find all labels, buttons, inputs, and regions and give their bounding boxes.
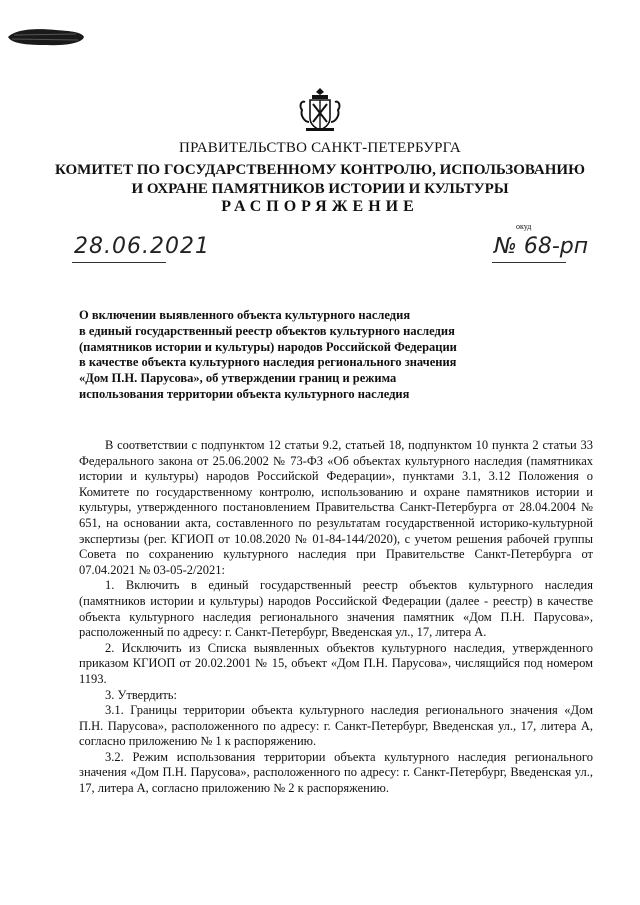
coat-of-arms-icon — [297, 86, 343, 134]
item-3-1-paragraph: 3.1. Границы территории объекта культурного наследия регионального значения «Дом П.Н. Парусова», расположенного по адресу: г. Санкт-Петербург, Введенская ул., 17, литера А, согласно приложению № 1 к распоряжению. — [79, 703, 593, 749]
committee-title-line-2: И ОХРАНЕ ПАМЯТНИКОВ ИСТОРИИ И КУЛЬТУРЫ — [131, 181, 509, 197]
item-2-paragraph: 2. Исключить из Списка выявленных объектов культурного наследия, утвержденного приказом КГИОП от 20.02.2001 № 15, объект «Дом П.Н. Парусова», числящийся под номером 1193. — [79, 640, 593, 686]
subject-line: О включении выявленного объекта культурного наследия — [79, 308, 411, 322]
handwritten-number: № 68-рп — [494, 234, 589, 259]
subject-line: использования территории объекта культурного наследия — [79, 386, 410, 401]
document-body — [79, 438, 593, 797]
date-underline — [72, 262, 166, 263]
item-3-paragraph: 3. Утвердить: — [105, 687, 177, 702]
item-3-2-paragraph: 3.2. Режим использования территории объекта культурного наследия регионального значения «Дом П.Н. Парусова», расположенного по адресу: г. Санкт-Петербург, Введенская ул., 17, литера А, согласно приложению № 2 к распоряжению. — [79, 749, 593, 796]
ink-stamp-icon — [6, 26, 86, 48]
document-type-title: РАСПОРЯЖЕНИЕ — [221, 198, 419, 215]
subject-line: (памятников истории и культуры) народов Российской Федерации — [79, 339, 457, 354]
subject-line: в качестве объекта культурного наследия регионального значения — [79, 355, 457, 370]
handwritten-date: 28.06.2021 — [74, 234, 210, 259]
item-1-paragraph: 1. Включить в единый государственный реестр объектов культурного наследия (памятников истории и культуры) народов Российской Федерации (далее - реестр) в качестве объекта культурного наследия регионального значения памятник «Дом П.Н. Парусова», расположенный по адресу: г. Санкт-Петербург, Введенская ул., 17, литера А. — [79, 578, 593, 640]
number-underline — [492, 262, 566, 263]
document-subject — [79, 308, 519, 403]
okud-label: окуд — [516, 222, 532, 231]
subject-line: в единый государственный реестр объектов культурного наследия — [79, 323, 455, 338]
committee-title-line-1: КОМИТЕТ ПО ГОСУДАРСТВЕННОМУ КОНТРОЛЮ, ИСПОЛЬЗОВАНИЮ — [55, 162, 585, 178]
government-title: ПРАВИТЕЛЬСТВО САНКТ-ПЕТЕРБУРГА — [179, 140, 461, 156]
committee-title — [40, 161, 600, 199]
preamble-paragraph: В соответствии с подпунктом 12 статьи 9.2, статьей 18, подпунктом 10 пункта 2 статьи 33 Федерального закона от 25.06.2002 № 73-ФЗ «Об объектах культурного наследия (памятниках истории и культуры) народов Российской Федерации», пунктами 3.1, 3.12 Положения о Комитете по государственному контролю, использованию и охране памятников истории и культуры, утвержденного постановлением Правительства Санкт-Петербурга от 28.04.2004 № 651, на основании акта, составленного по результатам государственной историко-культурной экспертизы (рег. КГИОП от 10.08.2020 № 01-84-144/2020), с учетом решения рабочей группы Совета по сохранению культурного наследия при Правительстве Санкт-Петербурга от 07.04.2021 № 03-05-2/2021: — [79, 438, 593, 577]
subject-line: «Дом П.Н. Парусова», об утверждении границ и режима — [79, 371, 397, 386]
